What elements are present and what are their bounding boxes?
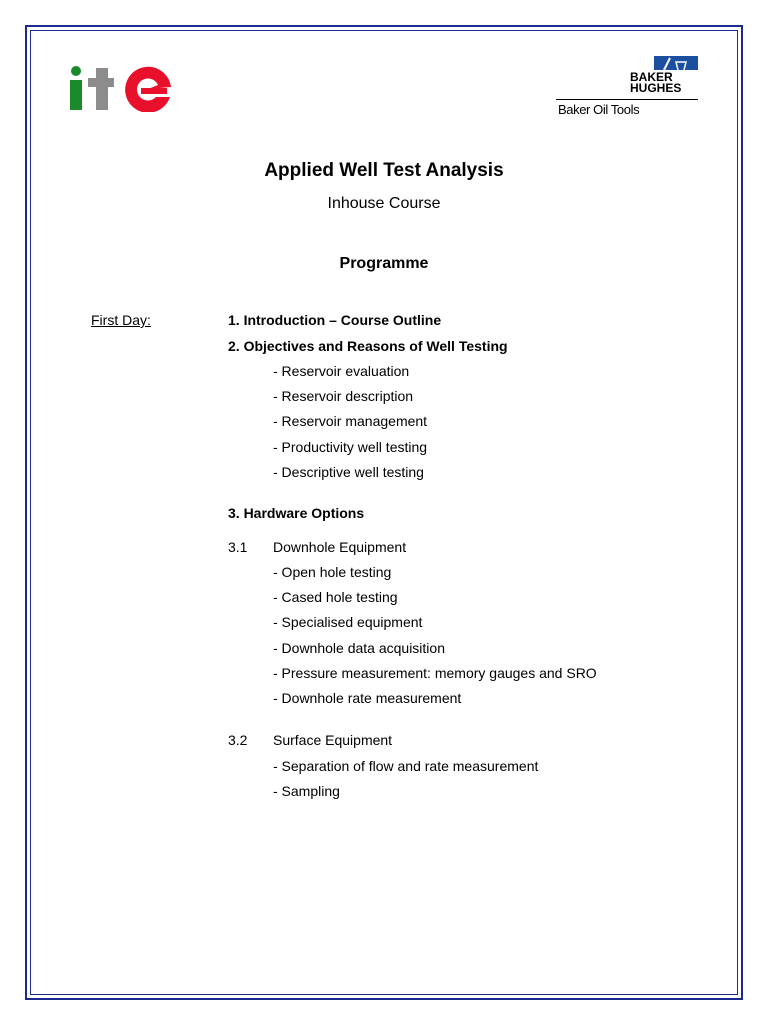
company-division: Baker Oil Tools (558, 102, 640, 117)
list-item: - Downhole rate measurement (273, 690, 462, 706)
logo-baker-text: BAKER (630, 70, 673, 84)
list-item: - Pressure measurement: memory gauges and SRO (273, 665, 597, 681)
list-item: - Specialised equipment (273, 614, 423, 630)
subsection-number: 3.2 (228, 732, 248, 748)
list-item: - Sampling (273, 783, 340, 799)
list-item: - Downhole data acquisition (273, 640, 445, 656)
course-title: Applied Well Test Analysis (264, 160, 504, 181)
list-item: - Cased hole testing (273, 589, 398, 605)
list-item: - Reservoir description (273, 388, 414, 404)
day-label: First Day: (91, 312, 151, 328)
section-heading: 3. Hardware Options (228, 505, 365, 521)
subsection-title: Surface Equipment (273, 732, 393, 748)
section-heading: 1. Introduction – Course Outline (228, 312, 442, 328)
list-item: - Descriptive well testing (273, 464, 424, 480)
list-item: - Open hole testing (273, 564, 392, 580)
ite-logo (68, 64, 174, 112)
programme-heading: Programme (339, 255, 429, 272)
course-subtitle: Inhouse Course (327, 195, 441, 212)
section-heading: 2. Objectives and Reasons of Well Testing (228, 338, 508, 354)
subsection-number: 3.1 (228, 539, 248, 555)
logo-divider (556, 99, 698, 100)
list-item: - Productivity well testing (273, 439, 428, 455)
baker-hughes-logo (626, 56, 698, 96)
subsection-title: Downhole Equipment (273, 539, 407, 555)
logo-hughes-text: HUGHES (630, 81, 682, 95)
list-item: - Reservoir management (273, 413, 428, 429)
list-item: - Reservoir evaluation (273, 363, 410, 379)
list-item: - Separation of flow and rate measurement (273, 758, 539, 774)
